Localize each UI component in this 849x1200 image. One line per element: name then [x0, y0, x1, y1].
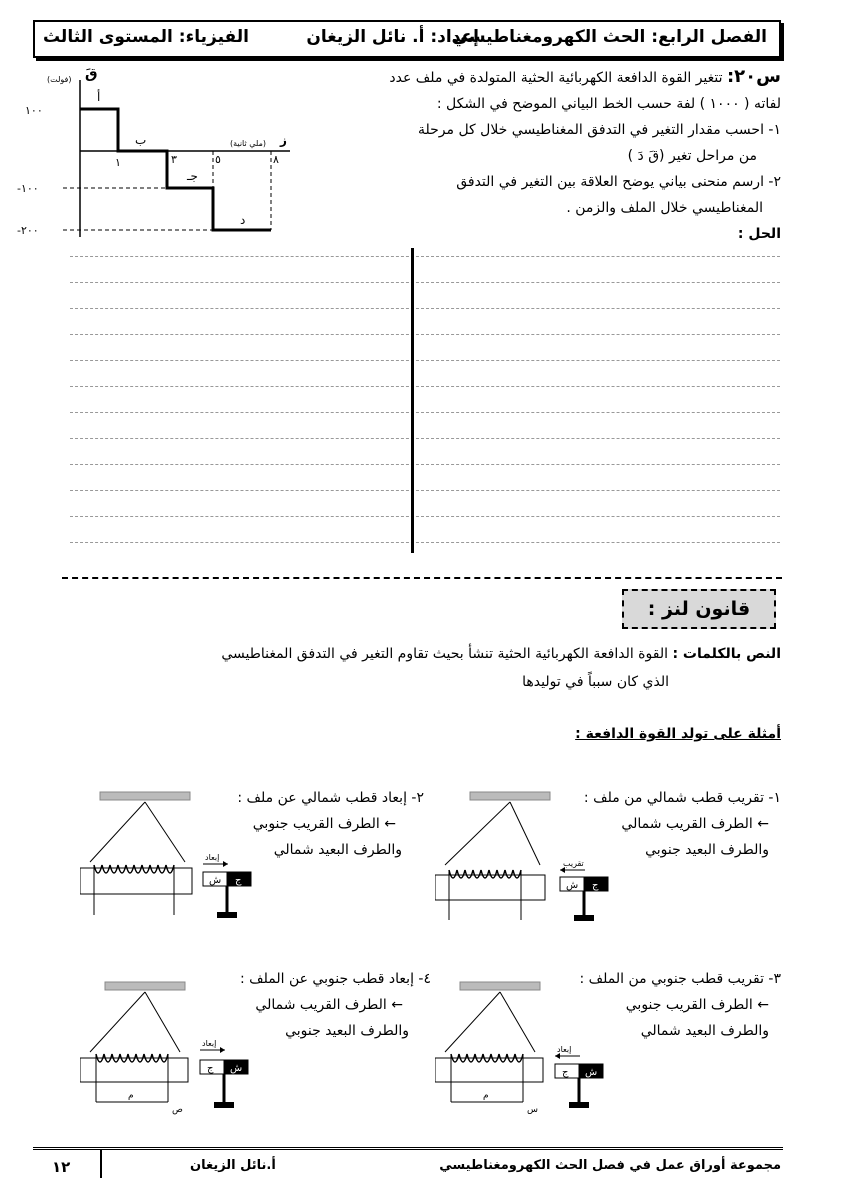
suspension-wire [445, 802, 510, 865]
example-4-title: ٤- إبعاد قطب جنوبي عن الملف : [239, 971, 431, 987]
motion-label: إبعاد [205, 853, 220, 862]
far-pole-label: ش [585, 1067, 598, 1078]
author-credit: إعداد: أ. نائل الزيغان [306, 27, 479, 47]
coil-core [435, 875, 545, 900]
question-line-1: تتغير القوة الدافعة الكهربائية الحثية المتولدة في ملف عدد [389, 70, 723, 86]
examples-heading: أمثلة على تولد القوة الدافعة : [575, 726, 781, 742]
question-number: س٢٠: [726, 66, 781, 87]
wire-label: ص [172, 1105, 183, 1115]
ceiling-support [460, 982, 540, 990]
emf-graph [15, 62, 305, 247]
example-4-diagram [80, 980, 270, 1120]
emf-step-curve [80, 109, 271, 230]
section-separator [62, 577, 782, 579]
example-2-line-1: ← الطرف القريب جنوبي [252, 816, 396, 832]
example-2-line-2: والطرف البعيد شمالي [273, 842, 402, 858]
question-line-5: ٢- ارسم منحنى بياني يوضح العلاقة بين التغير في التدفق [456, 174, 781, 190]
answer-line [70, 412, 780, 413]
example-3-diagram [435, 980, 625, 1120]
answer-line [70, 386, 780, 387]
example-4-line-2: والطرف البعيد جنوبي [285, 1023, 409, 1039]
x-tick-3: ٣ [171, 153, 177, 166]
suspension-wire [445, 992, 500, 1052]
ceiling-support [100, 792, 190, 800]
subject-level: الفيزياء: المستوى الثالث [42, 27, 249, 47]
example-1-title: ١- تقريب قطب شمالي من ملف : [583, 790, 781, 806]
far-pole-label: ج [592, 880, 599, 891]
suspension-wire [510, 802, 540, 865]
example-1-line-2: والطرف البعيد جنوبي [645, 842, 769, 858]
coil-winding [449, 870, 521, 878]
x-tick-1: ١ [115, 156, 121, 169]
segment-d: د [240, 213, 246, 227]
answer-divider [411, 248, 414, 553]
example-3-line-1: ← الطرف القريب جنوبي [625, 997, 769, 1013]
x-unit-label: (ملي ثانية) [230, 139, 266, 148]
example-4-line-1: ← الطرف القريب شمالي [255, 997, 403, 1013]
stand-base [214, 1102, 234, 1108]
footer-rule [33, 1147, 783, 1150]
suspension-wire [90, 802, 145, 862]
example-3-line-2: والطرف البعيد شمالي [640, 1023, 769, 1039]
lenz-title-box [622, 589, 776, 629]
y-tick-neg200: -٢٠٠ [17, 224, 39, 237]
near-pole-label: ج [207, 1063, 214, 1074]
far-pole-label: ش [230, 1063, 243, 1074]
answer-line [70, 438, 780, 439]
suspension-wire [500, 992, 535, 1052]
lenz-text-line-2: الذي كان سبباً في توليدها [522, 674, 669, 690]
near-pole-label: ش [209, 875, 222, 886]
ceiling-support [105, 982, 185, 990]
motion-label: إبعاد [202, 1039, 217, 1048]
answer-line [70, 542, 780, 543]
motion-arrowhead [223, 861, 228, 867]
x-tick-5: ٥ [215, 153, 221, 166]
stand-base [217, 912, 237, 918]
segment-b: ب [135, 133, 147, 147]
far-pole-label: ج [235, 875, 242, 886]
lenz-title: قانون لنز : [647, 598, 751, 620]
question-line-3: ١- احسب مقدار التغير في التدفق المغناطيسي خلال كل مرحلة [417, 122, 781, 138]
question-line-2: لفاته ( ١٠٠٠ ) لفة حسب الخط البياني الموضح في الشكل : [436, 96, 781, 112]
answer-line [70, 334, 780, 335]
suspension-wire [90, 992, 145, 1052]
coil-winding [94, 865, 174, 873]
header-box [33, 20, 781, 58]
segment-a: أ [97, 90, 101, 104]
answer-line [70, 490, 780, 491]
example-1-diagram [435, 790, 625, 925]
answer-line [70, 464, 780, 465]
lenz-text-line-1: القوة الدافعة الكهربائية الحثية تنشأ بحيث تقاوم التغير في التدفق المغناطيسي [221, 646, 668, 662]
y-tick-neg100: -١٠٠ [17, 182, 39, 195]
near-pole-label: ج [562, 1067, 569, 1078]
segment-c: جـ [187, 169, 198, 183]
answer-line [70, 282, 780, 283]
wire-label: س [527, 1105, 538, 1115]
page-number: ١٢ [52, 1158, 71, 1176]
lenz-text-row [221, 646, 781, 662]
question-line-6: المغناطيسي خلال الملف والزمن . [566, 200, 763, 216]
example-2-diagram [80, 790, 270, 930]
example-3-title: ٣- تقريب قطب جنوبي من الملف : [579, 971, 781, 987]
question-line-4: من مراحل تغير (قَ دَ ) [627, 148, 757, 164]
footer-title: مجموعة أوراق عمل في فصل الحث الكهرومغناطيسي [439, 1158, 781, 1173]
motion-label: تقريب [563, 859, 584, 868]
y-axis-label: قَ [85, 66, 98, 82]
motion-arrowhead [220, 1047, 225, 1053]
example-2-title: ٢- إبعاد قطب شمالي عن ملف : [237, 790, 424, 806]
x-tick-8: ٨ [273, 153, 279, 166]
lenz-text-label: النص بالكلمات : [672, 646, 781, 662]
footer-author: أ.نائل الزيغان [190, 1158, 276, 1173]
y-tick-100: ١٠٠ [25, 104, 43, 117]
suspension-wire [145, 992, 180, 1052]
suspension-wire [145, 802, 185, 862]
example-1-line-1: ← الطرف القريب شمالي [621, 816, 769, 832]
answer-line [70, 360, 780, 361]
answer-line [70, 308, 780, 309]
solution-label: الحل : [737, 226, 781, 242]
footer-divider [100, 1150, 102, 1178]
coil-label: م [128, 1091, 134, 1101]
near-pole-label: ش [566, 880, 579, 891]
x-axis-label: ز [280, 133, 287, 147]
answer-line [70, 256, 780, 257]
ceiling-support [470, 792, 550, 800]
chapter-title: الفصل الرابع: الحث الكهرومغناطيسي [451, 27, 767, 47]
stand-base [569, 1102, 589, 1108]
answer-line [70, 516, 780, 517]
question-block [311, 64, 781, 247]
y-unit-label: (فولت) [47, 75, 72, 84]
motion-label: إبعاد [557, 1045, 572, 1054]
stand-base [574, 915, 594, 921]
coil-label: م [483, 1091, 489, 1101]
